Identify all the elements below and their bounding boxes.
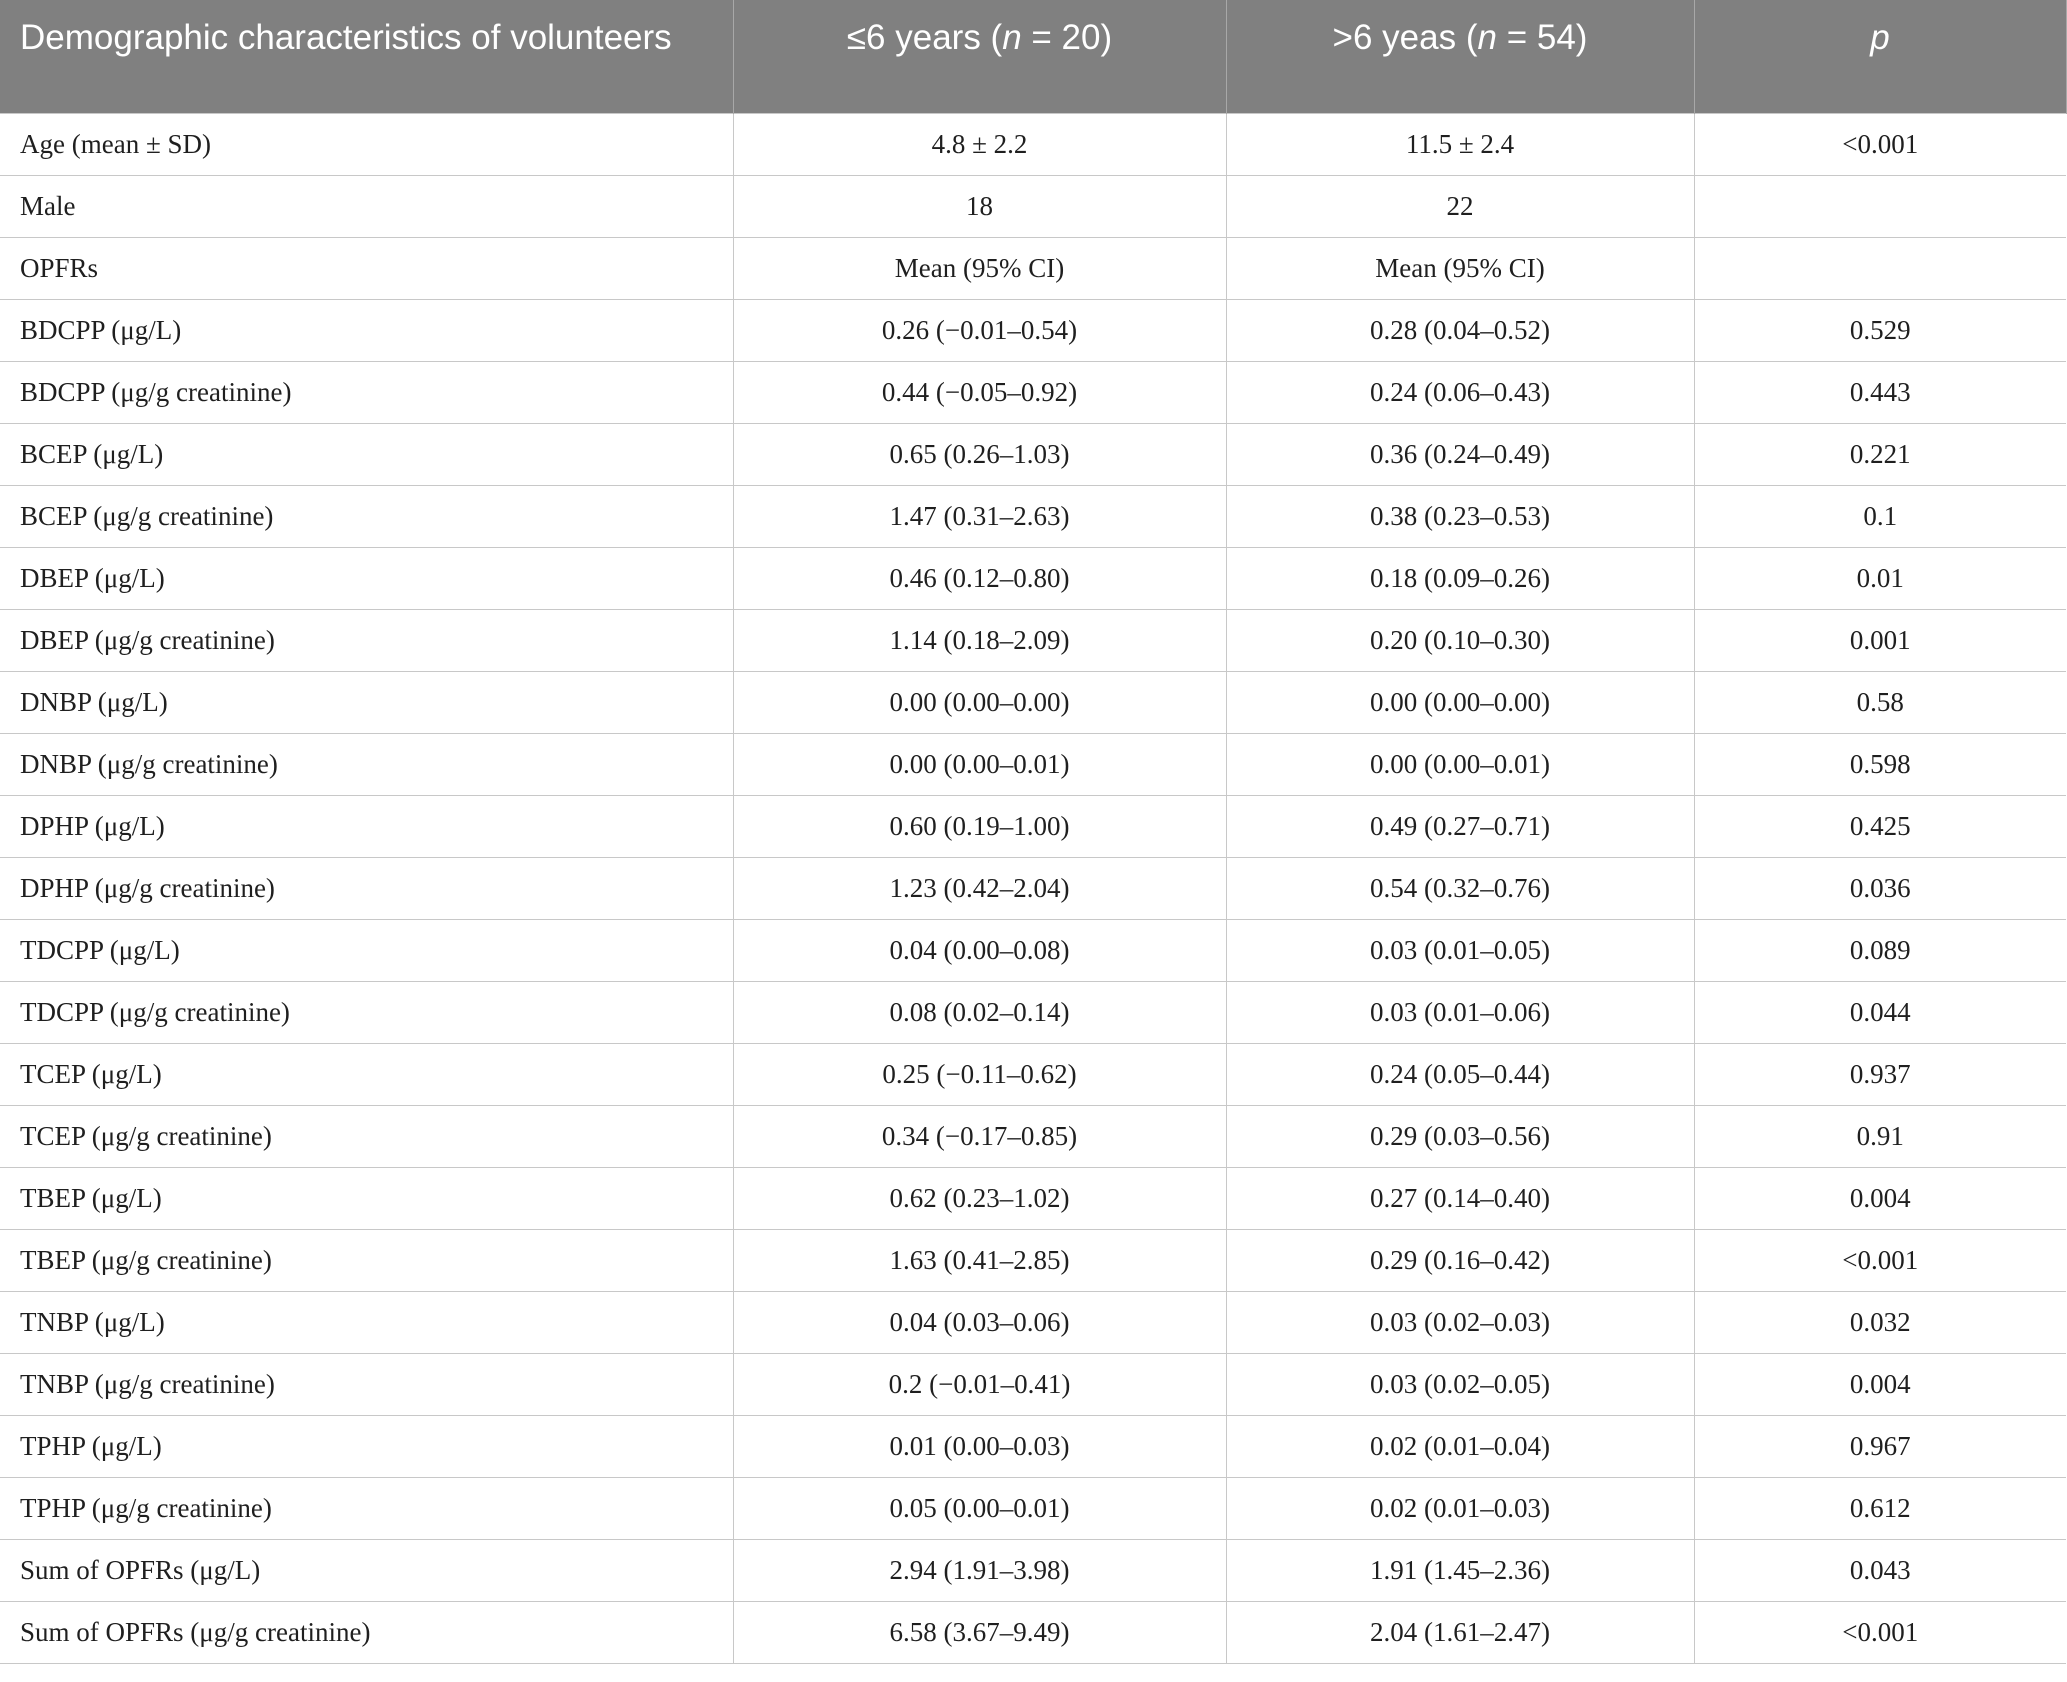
header-characteristics: Demographic characteristics of volunteers	[0, 0, 733, 113]
cell-gt6-years: 0.02 (0.01–0.03)	[1226, 1477, 1694, 1539]
cell-le6-years: 0.46 (0.12–0.80)	[733, 547, 1226, 609]
cell-le6-years: 0.60 (0.19–1.00)	[733, 795, 1226, 857]
cell-gt6-years: 2.04 (1.61–2.47)	[1226, 1601, 1694, 1663]
table-row	[0, 361, 2066, 423]
table-header	[0, 0, 2066, 113]
header-gt6-suffix: = 54)	[1496, 18, 1588, 57]
cell-characteristic: DBEP (μg/g creatinine)	[0, 609, 733, 671]
cell-characteristic: Sum of OPFRs (μg/g creatinine)	[0, 1601, 733, 1663]
cell-gt6-years: 0.29 (0.03–0.56)	[1226, 1105, 1694, 1167]
cell-gt6-years: 22	[1226, 175, 1694, 237]
cell-characteristic: TDCPP (μg/g creatinine)	[0, 981, 733, 1043]
cell-gt6-years: 0.38 (0.23–0.53)	[1226, 485, 1694, 547]
cell-gt6-years: 0.03 (0.02–0.03)	[1226, 1291, 1694, 1353]
cell-le6-years: 1.47 (0.31–2.63)	[733, 485, 1226, 547]
cell-characteristic: BDCPP (μg/g creatinine)	[0, 361, 733, 423]
cell-le6-years: 0.05 (0.00–0.01)	[733, 1477, 1226, 1539]
cell-le6-years: 0.2 (−0.01–0.41)	[733, 1353, 1226, 1415]
cell-p-value: 0.529	[1694, 299, 2066, 361]
cell-p-value: 0.089	[1694, 919, 2066, 981]
cell-characteristic: BCEP (μg/g creatinine)	[0, 485, 733, 547]
table-row	[0, 1105, 2066, 1167]
cell-p-value: 0.032	[1694, 1291, 2066, 1353]
cell-p-value	[1694, 237, 2066, 299]
cell-p-value: 0.044	[1694, 981, 2066, 1043]
header-p-label: p	[1870, 18, 1890, 57]
cell-p-value: 0.036	[1694, 857, 2066, 919]
table-row	[0, 981, 2066, 1043]
cell-p-value: <0.001	[1694, 1601, 2066, 1663]
header-le6-n: n	[1002, 18, 1022, 57]
cell-characteristic: TBEP (μg/L)	[0, 1167, 733, 1229]
cell-le6-years: 1.63 (0.41–2.85)	[733, 1229, 1226, 1291]
cell-gt6-years: 0.18 (0.09–0.26)	[1226, 547, 1694, 609]
cell-p-value: 0.58	[1694, 671, 2066, 733]
cell-gt6-years: 0.27 (0.14–0.40)	[1226, 1167, 1694, 1229]
cell-p-value	[1694, 175, 2066, 237]
table-row	[0, 919, 2066, 981]
table-row	[0, 237, 2066, 299]
cell-characteristic: DPHP (μg/L)	[0, 795, 733, 857]
cell-gt6-years: 0.02 (0.01–0.04)	[1226, 1415, 1694, 1477]
cell-gt6-years: 1.91 (1.45–2.36)	[1226, 1539, 1694, 1601]
cell-le6-years: Mean (95% CI)	[733, 237, 1226, 299]
cell-le6-years: 0.44 (−0.05–0.92)	[733, 361, 1226, 423]
table-body	[0, 113, 2066, 1663]
cell-p-value: 0.001	[1694, 609, 2066, 671]
cell-gt6-years: 0.00 (0.00–0.01)	[1226, 733, 1694, 795]
table-row	[0, 1601, 2066, 1663]
table-row	[0, 1167, 2066, 1229]
table-row	[0, 609, 2066, 671]
cell-le6-years: 0.34 (−0.17–0.85)	[733, 1105, 1226, 1167]
cell-characteristic: DBEP (μg/L)	[0, 547, 733, 609]
cell-gt6-years: 0.28 (0.04–0.52)	[1226, 299, 1694, 361]
header-gt6-years	[1226, 0, 1694, 113]
cell-characteristic: BDCPP (μg/L)	[0, 299, 733, 361]
cell-characteristic: TNBP (μg/g creatinine)	[0, 1353, 733, 1415]
cell-gt6-years: 0.03 (0.02–0.05)	[1226, 1353, 1694, 1415]
table-row	[0, 1415, 2066, 1477]
table-row	[0, 1353, 2066, 1415]
cell-gt6-years: 0.03 (0.01–0.05)	[1226, 919, 1694, 981]
cell-le6-years: 0.62 (0.23–1.02)	[733, 1167, 1226, 1229]
cell-gt6-years: Mean (95% CI)	[1226, 237, 1694, 299]
cell-gt6-years: 0.36 (0.24–0.49)	[1226, 423, 1694, 485]
cell-characteristic: DNBP (μg/L)	[0, 671, 733, 733]
table-row	[0, 733, 2066, 795]
header-gt6-prefix: >6 yeas (	[1332, 18, 1478, 57]
table-row	[0, 857, 2066, 919]
cell-gt6-years: 0.03 (0.01–0.06)	[1226, 981, 1694, 1043]
cell-le6-years: 0.08 (0.02–0.14)	[733, 981, 1226, 1043]
cell-p-value: 0.598	[1694, 733, 2066, 795]
cell-characteristic: TDCPP (μg/L)	[0, 919, 733, 981]
table-row	[0, 485, 2066, 547]
table-row	[0, 1291, 2066, 1353]
cell-p-value: 0.612	[1694, 1477, 2066, 1539]
header-p-value	[1694, 0, 2066, 113]
cell-p-value: 0.01	[1694, 547, 2066, 609]
cell-gt6-years: 11.5 ± 2.4	[1226, 113, 1694, 175]
table-row	[0, 547, 2066, 609]
cell-p-value: 0.221	[1694, 423, 2066, 485]
cell-p-value: <0.001	[1694, 1229, 2066, 1291]
cell-gt6-years: 0.54 (0.32–0.76)	[1226, 857, 1694, 919]
cell-le6-years: 0.26 (−0.01–0.54)	[733, 299, 1226, 361]
cell-le6-years: 0.01 (0.00–0.03)	[733, 1415, 1226, 1477]
cell-characteristic: TPHP (μg/L)	[0, 1415, 733, 1477]
cell-characteristic: BCEP (μg/L)	[0, 423, 733, 485]
cell-le6-years: 18	[733, 175, 1226, 237]
table-row	[0, 175, 2066, 237]
table-row	[0, 795, 2066, 857]
cell-characteristic: OPFRs	[0, 237, 733, 299]
table-row	[0, 1539, 2066, 1601]
table-row	[0, 113, 2066, 175]
cell-le6-years: 0.04 (0.03–0.06)	[733, 1291, 1226, 1353]
header-gt6-n: n	[1477, 18, 1497, 57]
cell-gt6-years: 0.00 (0.00–0.00)	[1226, 671, 1694, 733]
cell-le6-years: 1.14 (0.18–2.09)	[733, 609, 1226, 671]
cell-gt6-years: 0.24 (0.06–0.43)	[1226, 361, 1694, 423]
cell-p-value: 0.937	[1694, 1043, 2066, 1105]
table-row	[0, 423, 2066, 485]
cell-p-value: 0.91	[1694, 1105, 2066, 1167]
cell-characteristic: TCEP (μg/g creatinine)	[0, 1105, 733, 1167]
cell-le6-years: 4.8 ± 2.2	[733, 113, 1226, 175]
table-row	[0, 1229, 2066, 1291]
cell-le6-years: 0.00 (0.00–0.00)	[733, 671, 1226, 733]
header-le6-years	[733, 0, 1226, 113]
cell-p-value: 0.967	[1694, 1415, 2066, 1477]
header-row	[0, 0, 2066, 113]
cell-p-value: 0.004	[1694, 1353, 2066, 1415]
cell-gt6-years: 0.29 (0.16–0.42)	[1226, 1229, 1694, 1291]
table-row	[0, 1477, 2066, 1539]
cell-gt6-years: 0.20 (0.10–0.30)	[1226, 609, 1694, 671]
cell-p-value: <0.001	[1694, 113, 2066, 175]
table-row	[0, 299, 2066, 361]
cell-p-value: 0.1	[1694, 485, 2066, 547]
cell-le6-years: 0.65 (0.26–1.03)	[733, 423, 1226, 485]
table-row	[0, 671, 2066, 733]
cell-gt6-years: 0.49 (0.27–0.71)	[1226, 795, 1694, 857]
cell-p-value: 0.443	[1694, 361, 2066, 423]
cell-p-value: 0.425	[1694, 795, 2066, 857]
cell-le6-years: 2.94 (1.91–3.98)	[733, 1539, 1226, 1601]
cell-le6-years: 0.00 (0.00–0.01)	[733, 733, 1226, 795]
cell-characteristic: Male	[0, 175, 733, 237]
cell-characteristic: TBEP (μg/g creatinine)	[0, 1229, 733, 1291]
cell-characteristic: Sum of OPFRs (μg/L)	[0, 1539, 733, 1601]
cell-characteristic: Age (mean ± SD)	[0, 113, 733, 175]
cell-characteristic: TPHP (μg/g creatinine)	[0, 1477, 733, 1539]
header-le6-suffix: = 20)	[1021, 18, 1113, 57]
cell-le6-years: 1.23 (0.42–2.04)	[733, 857, 1226, 919]
cell-characteristic: DNBP (μg/g creatinine)	[0, 733, 733, 795]
header-le6-prefix: ≤6 years (	[846, 18, 1003, 57]
cell-characteristic: TCEP (μg/L)	[0, 1043, 733, 1105]
cell-le6-years: 6.58 (3.67–9.49)	[733, 1601, 1226, 1663]
cell-le6-years: 0.25 (−0.11–0.62)	[733, 1043, 1226, 1105]
cell-characteristic: DPHP (μg/g creatinine)	[0, 857, 733, 919]
cell-le6-years: 0.04 (0.00–0.08)	[733, 919, 1226, 981]
cell-p-value: 0.004	[1694, 1167, 2066, 1229]
cell-characteristic: TNBP (μg/L)	[0, 1291, 733, 1353]
cell-gt6-years: 0.24 (0.05–0.44)	[1226, 1043, 1694, 1105]
cell-p-value: 0.043	[1694, 1539, 2066, 1601]
table-row	[0, 1043, 2066, 1105]
